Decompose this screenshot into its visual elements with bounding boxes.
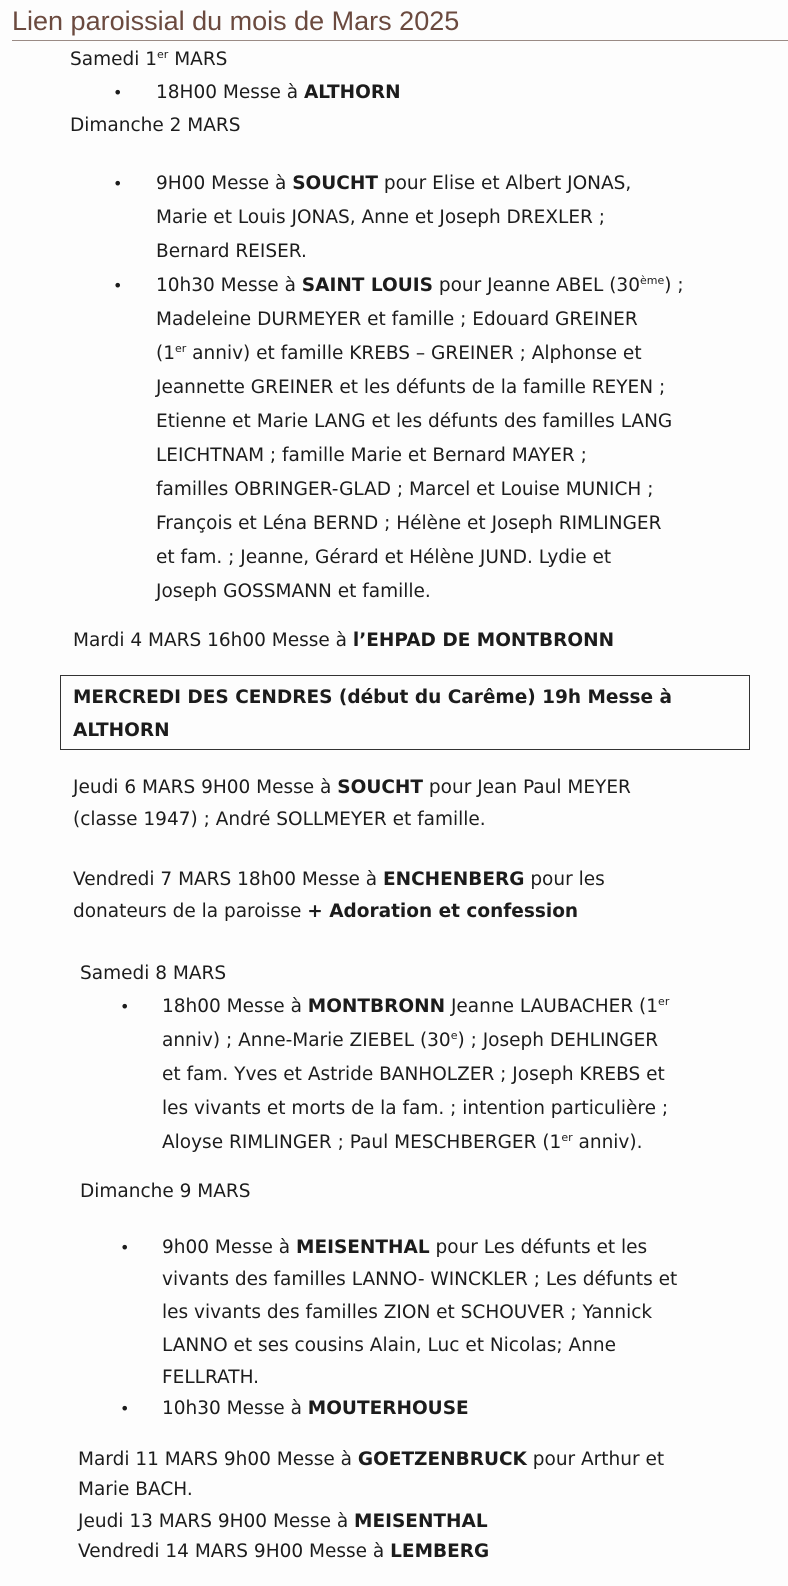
page-title: Lien paroissial du mois de Mars 2025 — [12, 4, 788, 41]
entry-line: ALTHORN — [73, 720, 170, 741]
entry-line: et fam. ; Jeanne, Gérard et Hélène JUND. Lydie et — [156, 547, 612, 568]
entry-line: LEICHTNAM ; famille Marie et Bernard MAYER ; — [156, 445, 587, 466]
entry-line: (1er anniv) et famille KREBS – GREINER ; Alphonse et — [156, 342, 642, 364]
entry-jeudi-6: Jeudi 6 MARS 9H00 Messe à SOUCHT pour Jean Paul MEYER — [73, 777, 631, 798]
bullet-icon: • — [120, 1399, 130, 1418]
bullet-icon: • — [113, 83, 123, 102]
entry-vendredi-14: Vendredi 14 MARS 9H00 Messe à LEMBERG — [78, 1541, 490, 1562]
entry-line: Joseph GOSSMANN et famille. — [156, 581, 431, 602]
entry-line: les vivants des familles ZION et SCHOUVER ; Yannick — [162, 1302, 653, 1323]
bullet-icon: • — [120, 1238, 130, 1257]
entry-vendredi-7: Vendredi 7 MARS 18h00 Messe à ENCHENBERG pour les — [73, 869, 605, 890]
entry-line: et fam. Yves et Astride BANHOLZER ; Joseph KREBS et — [162, 1064, 665, 1085]
entry-mercredi-cendres: MERCREDI DES CENDRES (début du Carême) 19h Messe à — [73, 687, 672, 708]
entry-dimanche-9-mass-1: 9h00 Messe à MEISENTHAL pour Les défunts et les — [162, 1237, 648, 1258]
entry-line: Marie et Louis JONAS, Anne et Joseph DREXLER ; — [156, 207, 605, 228]
entry-line: Marie BACH. — [78, 1479, 193, 1500]
entry-line: Madeleine DURMEYER et famille ; Edouard GREINER — [156, 309, 638, 330]
entry-line: (classe 1947) ; André SOLLMEYER et famille. — [73, 809, 486, 830]
entry-dimanche-2-mass-2: 10h30 Messe à SAINT LOUIS pour Jeanne ABEL (30ème) ; — [156, 274, 684, 296]
entry-mardi-11: Mardi 11 MARS 9h00 Messe à GOETZENBRUCK pour Arthur et — [78, 1449, 665, 1470]
entry-mardi-4: Mardi 4 MARS 16h00 Messe à l’EHPAD DE MONTBRONN — [73, 630, 615, 651]
entry-dimanche-9-mass-2: 10h30 Messe à MOUTERHOUSE — [162, 1398, 469, 1419]
entry-line: vivants des familles LANNO- WINCKLER ; Les défunts et — [162, 1269, 678, 1290]
entry-line: les vivants et morts de la fam. ; intention particulière ; — [162, 1098, 669, 1119]
entry-line: FELLRATH. — [162, 1367, 260, 1388]
entry-jeudi-13: Jeudi 13 MARS 9H00 Messe à MEISENTHAL — [78, 1511, 488, 1532]
entry-samedi-8: Samedi 8 MARS — [80, 963, 227, 984]
bullet-icon: • — [113, 276, 123, 295]
entry-samedi-8-mass: 18h00 Messe à MONTBRONN Jeanne LAUBACHER (1er — [162, 995, 670, 1017]
entry-line: Aloyse RIMLINGER ; Paul MESCHBERGER (1er anniv). — [162, 1131, 643, 1153]
entry-line: François et Léna BERND ; Hélène et Joseph RIMLINGER — [156, 513, 662, 534]
entry-line: donateurs de la paroisse + Adoration et confession — [73, 901, 579, 922]
entry-samedi-1: Samedi 1er MARS — [70, 48, 228, 70]
entry-line: Jeannette GREINER et les défunts de la famille REYEN ; — [156, 377, 666, 398]
entry-dimanche-9: Dimanche 9 MARS — [80, 1181, 251, 1202]
bullet-icon: • — [120, 997, 130, 1016]
entry-line: Bernard REISER. — [156, 241, 307, 262]
bullet-icon: • — [113, 174, 123, 193]
entry-dimanche-2: Dimanche 2 MARS — [70, 115, 241, 136]
entry-line: LANNO et ses cousins Alain, Luc et Nicolas; Anne — [162, 1335, 617, 1356]
entry-line: familles OBRINGER-GLAD ; Marcel et Louise MUNICH ; — [156, 479, 654, 500]
entry-line: anniv) ; Anne-Marie ZIEBEL (30e) ; Joseph DEHLINGER — [162, 1029, 659, 1051]
entry-samedi-1-mass: 18H00 Messe à ALTHORN — [156, 82, 401, 103]
entry-line: Etienne et Marie LANG et les défunts des familles LANG — [156, 411, 673, 432]
entry-dimanche-2-mass-1: 9H00 Messe à SOUCHT pour Elise et Albert JONAS, — [156, 173, 632, 194]
